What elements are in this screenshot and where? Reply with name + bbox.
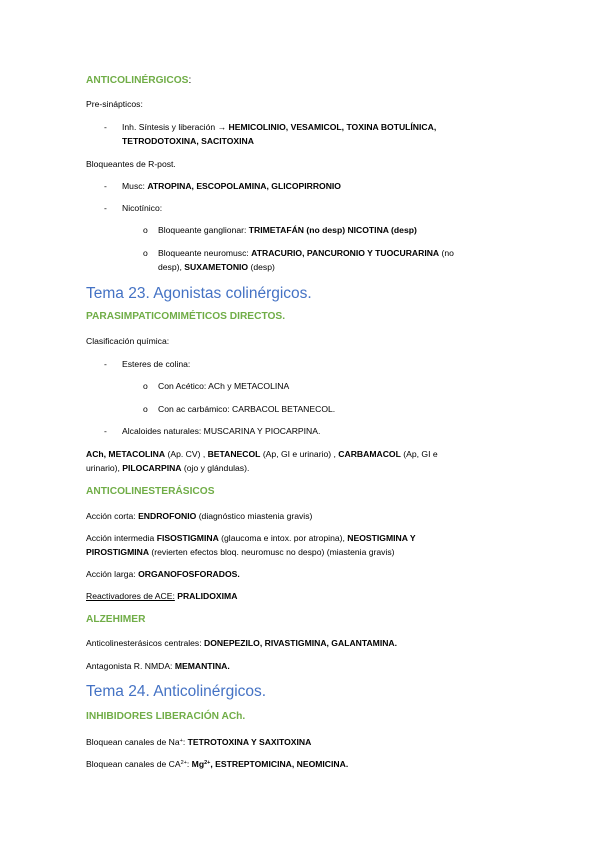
bullet-dash: - <box>104 203 107 213</box>
bullet-circle: o <box>143 404 148 414</box>
tema-23-title: Tema 23. Agonistas colinérgicos. <box>86 285 312 302</box>
presinapticos-label: Pre-sinápticos: <box>86 99 143 109</box>
ca-channels-line: Bloquean canales de $CA^{2+}$: $Mg^{2+}$, ESTREPTOMICINA, NEOMICINA. <box>86 759 349 769</box>
na-channels-line: Bloquean canales de Na+: TETROTOXINA Y SAXITOXINA <box>86 737 312 747</box>
nicotinico-line: Nicotínico: <box>122 203 163 213</box>
bullet-dash: - <box>104 359 107 369</box>
alzheimer-heading: ALZEHIMER <box>86 614 146 625</box>
musc-line: Musc: ATROPINA, ESCOPOLAMINA, GLICOPIRRONIO <box>122 181 341 191</box>
bullet-dash: - <box>104 122 107 132</box>
centrales-line: Anticolinesterásicos centrales: DONEPEZILO, RIVASTIGMINA, GALANTAMINA. <box>86 638 398 648</box>
accion-intermedia-line-2: PIROSTIGMINA (revierten efectos bloq. neuromusc no despo) (miastenia gravis) <box>86 547 395 557</box>
inh-line-2: TETRODOTOXINA, SACITOXINA <box>122 136 254 146</box>
bullet-circle: o <box>143 248 148 258</box>
bullet-dash: - <box>104 426 107 436</box>
accion-larga-line: Acción larga: ORGANOFOSFORADOS. <box>86 569 240 579</box>
bullet-dash: - <box>104 181 107 191</box>
esteres-line: Esteres de colina: <box>122 359 191 369</box>
section-heading-anticolinergicos: ANTICOLINÉRGICOS: <box>86 75 192 86</box>
neuromusc-line-2: desp), SUXAMETONIO (desp) <box>158 262 275 272</box>
inhibidores-heading: INHIBIDORES LIBERACIÓN ACh. <box>86 711 246 722</box>
clasificacion-label: Clasificación química: <box>86 336 170 346</box>
bloqueantes-label: Bloqueantes de R-post. <box>86 159 176 169</box>
nmda-line: Antagonista R. NMDA: MEMANTINA. <box>86 661 230 671</box>
tema-24-title: Tema 24. Anticolinérgicos. <box>86 683 267 700</box>
accion-corta-line: Acción corta: ENDROFONIO (diagnóstico miastenia gravis) <box>86 511 313 521</box>
ganglionar-line: Bloqueante ganglionar: TRIMETAFÁN (no desp) NICOTINA (desp) <box>158 225 417 235</box>
reactivadores-line: Reactivadores de ACE: PRALIDOXIMA <box>86 591 238 601</box>
bullet-circle: o <box>143 225 148 235</box>
alcaloides-line: Alcaloides naturales: MUSCARINA Y PIOCARPINA. <box>122 426 321 436</box>
ach-summary-line-1: ACh, METACOLINA (Ap. CV) , BETANECOL (Ap, GI e urinario) , CARBAMACOL (Ap, GI e <box>86 449 438 459</box>
ach-summary-line-2: urinario), PILOCARPINA (ojo y glándulas). <box>86 463 250 473</box>
acetico-line: Con Acético: ACh y METACOLINA <box>158 381 290 391</box>
neuromusc-line-1: Bloqueante neuromusc: ATRACURIO, PANCURONIO Y TUOCURARINA (no <box>158 248 454 258</box>
carbamico-line: Con ac carbámico: CARBACOL BETANECOL. <box>158 404 336 414</box>
inh-line-1: Inh. Síntesis y liberación → HEMICOLINIO, VESAMICOL, TOXINA BOTULÍNICA, <box>122 122 437 132</box>
anticolinesterasicos-heading: ANTICOLINESTERÁSICOS <box>86 486 215 497</box>
accion-intermedia-line-1: Acción intermedia FISOSTIGMINA (glaucoma e intox. por atropina), NEOSTIGMINA Y <box>86 533 416 543</box>
bullet-circle: o <box>143 381 148 391</box>
parasimpaticomimeticos-heading: PARASIMPATICOMIMÉTICOS DIRECTOS. <box>86 311 286 322</box>
